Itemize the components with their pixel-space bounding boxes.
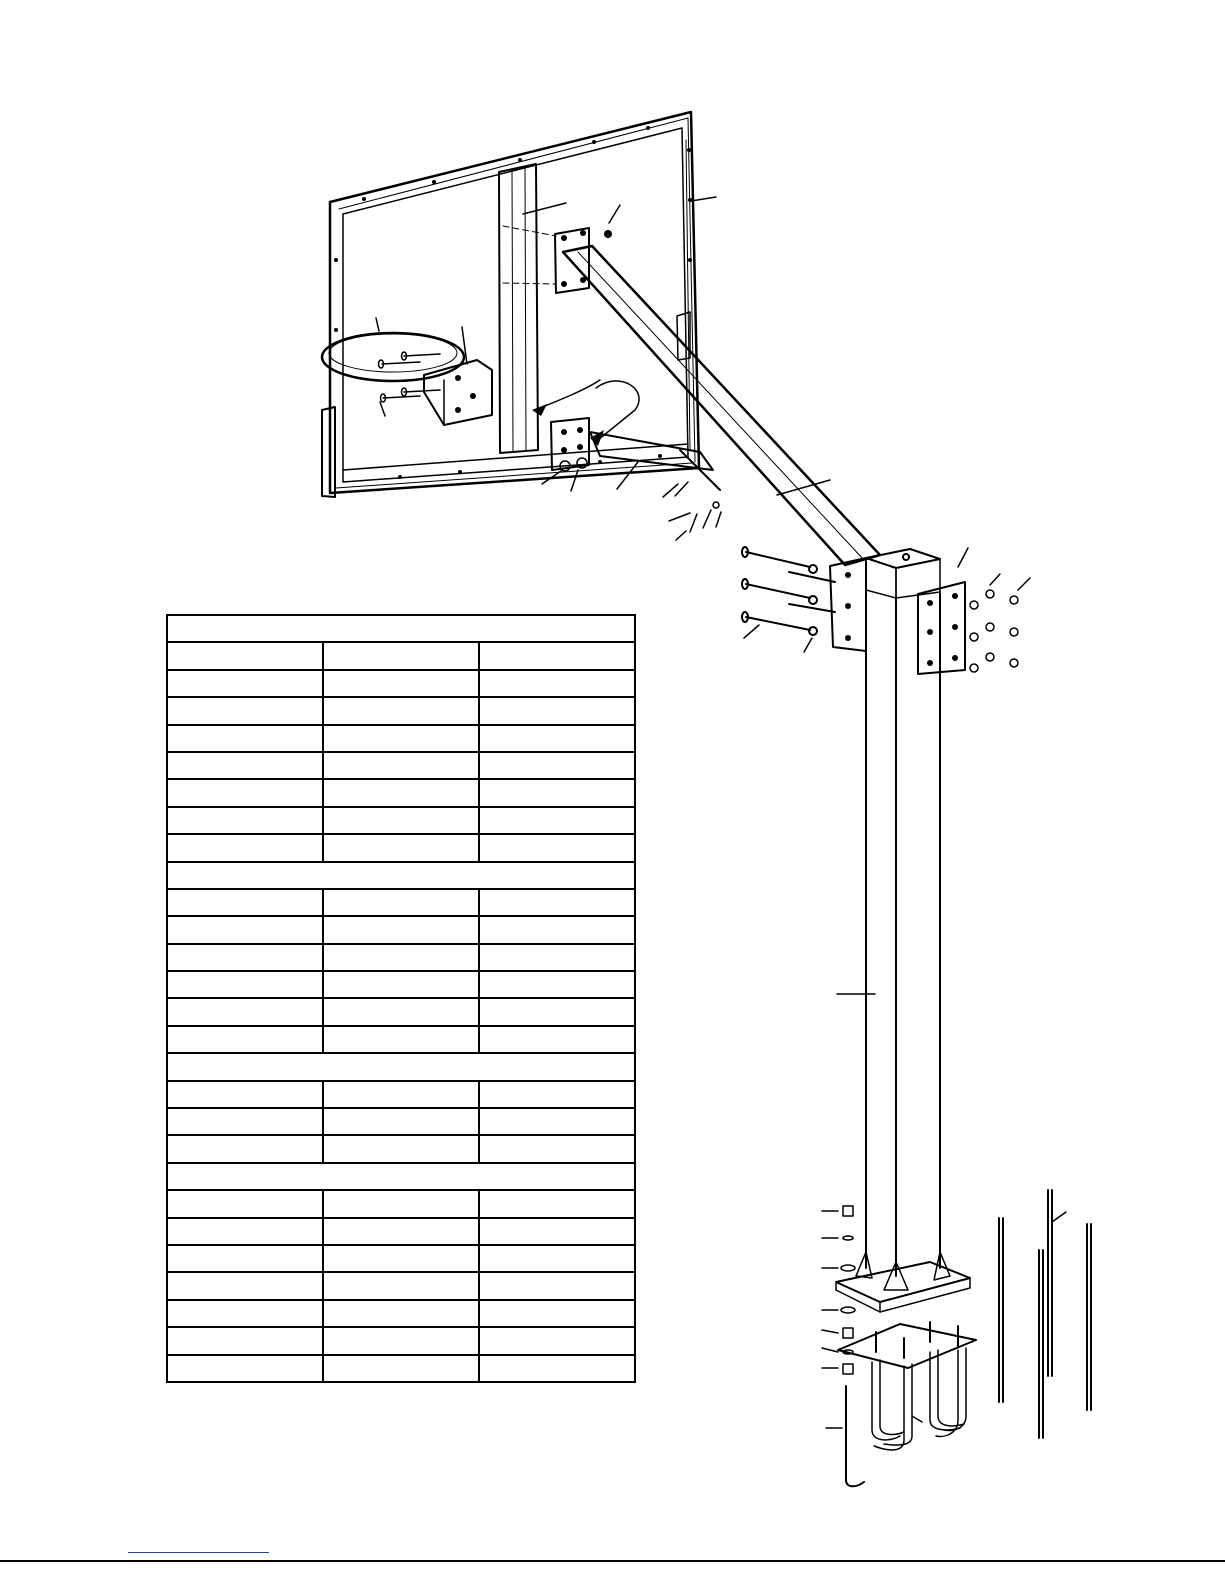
part-number-cell (167, 944, 323, 971)
table-row (167, 834, 635, 861)
section-header-cell (167, 1053, 635, 1080)
footer-link-underline (128, 1552, 269, 1553)
description-cell (479, 807, 635, 834)
part-number-cell (167, 1081, 323, 1108)
part-number-cell (167, 971, 323, 998)
quantity-cell (323, 1300, 479, 1327)
part-number-cell (167, 1272, 323, 1299)
table-row (167, 1218, 635, 1245)
table-row (167, 916, 635, 943)
part-number-cell (167, 725, 323, 752)
part-number-cell (167, 670, 323, 697)
quantity-cell (323, 752, 479, 779)
quantity-cell (323, 1135, 479, 1162)
footer-rule (0, 1560, 1225, 1562)
quantity-cell (323, 642, 479, 669)
description-cell (479, 670, 635, 697)
description-cell (479, 1327, 635, 1354)
table-row (167, 670, 635, 697)
extension-arm (563, 246, 880, 565)
quantity-cell (323, 1108, 479, 1135)
exploded-hardware (822, 1206, 864, 1486)
backboard-frame (322, 112, 699, 497)
description-cell (479, 916, 635, 943)
description-cell (479, 998, 635, 1025)
description-cell (479, 1026, 635, 1053)
description-cell (479, 1081, 635, 1108)
quantity-cell (323, 1327, 479, 1354)
table-row (167, 944, 635, 971)
table-section-header (167, 1163, 635, 1190)
part-number-cell (167, 1327, 323, 1354)
quantity-cell (323, 1355, 479, 1382)
part-number-cell (167, 1355, 323, 1382)
part-number-cell (167, 834, 323, 861)
quantity-cell (323, 1026, 479, 1053)
quantity-cell (323, 1081, 479, 1108)
table-row (167, 725, 635, 752)
section-header-cell (167, 615, 635, 642)
part-number-cell (167, 916, 323, 943)
table-row (167, 1108, 635, 1135)
table-row (167, 1272, 635, 1299)
quantity-cell (323, 697, 479, 724)
part-number-cell (167, 807, 323, 834)
description-cell (479, 1245, 635, 1272)
description-cell (479, 725, 635, 752)
table-row (167, 1245, 635, 1272)
long-carriage-bolts (742, 547, 835, 635)
table-row (167, 752, 635, 779)
table-section-header (167, 1053, 635, 1080)
part-number-cell (167, 752, 323, 779)
quantity-cell (323, 1272, 479, 1299)
pole-top-mount (742, 547, 1030, 674)
part-number-cell (167, 1300, 323, 1327)
description-cell (479, 1108, 635, 1135)
quantity-cell (323, 1245, 479, 1272)
quantity-cell (323, 916, 479, 943)
description-cell (479, 1190, 635, 1217)
description-cell (479, 1355, 635, 1382)
part-number-cell (167, 1026, 323, 1053)
quantity-cell (323, 1190, 479, 1217)
quantity-cell (323, 889, 479, 916)
table-row (167, 697, 635, 724)
quantity-cell (323, 1218, 479, 1245)
part-number-cell (167, 889, 323, 916)
support-rods (999, 1190, 1091, 1438)
parts-list-table (166, 614, 636, 1383)
quantity-cell (323, 971, 479, 998)
description-cell (479, 1272, 635, 1299)
part-number-cell (167, 1218, 323, 1245)
quantity-cell (323, 834, 479, 861)
quantity-cell (323, 779, 479, 806)
part-number-cell (167, 779, 323, 806)
description-cell (479, 697, 635, 724)
description-cell (479, 752, 635, 779)
section-header-cell (167, 1163, 635, 1190)
quantity-cell (323, 670, 479, 697)
part-number-cell (167, 1190, 323, 1217)
part-number-cell (167, 1135, 323, 1162)
table-section-header (167, 862, 635, 889)
part-number-cell (167, 697, 323, 724)
part-number-cell (167, 1245, 323, 1272)
table-section-header (167, 615, 635, 642)
description-cell (479, 944, 635, 971)
part-number-cell (167, 1108, 323, 1135)
table-row (167, 779, 635, 806)
table-row (167, 642, 635, 669)
description-cell (479, 1135, 635, 1162)
table-row (167, 1135, 635, 1162)
part-number-cell (167, 998, 323, 1025)
quantity-cell (323, 807, 479, 834)
table-row (167, 1190, 635, 1217)
quantity-cell (323, 998, 479, 1025)
description-cell (479, 889, 635, 916)
table-row (167, 1026, 635, 1053)
description-cell (479, 834, 635, 861)
base-plate-assembly (822, 1206, 976, 1486)
description-cell (479, 642, 635, 669)
table-row (167, 1081, 635, 1108)
table-row (167, 807, 635, 834)
section-header-cell (167, 862, 635, 889)
quantity-cell (323, 944, 479, 971)
description-cell (479, 971, 635, 998)
part-number-cell (167, 642, 323, 669)
table-row (167, 889, 635, 916)
description-cell (479, 779, 635, 806)
plate-nuts-washers (744, 548, 1030, 672)
rim-assembly (322, 318, 492, 425)
table-row (167, 1300, 635, 1327)
description-cell (479, 1218, 635, 1245)
table-row (167, 1327, 635, 1354)
quantity-cell (323, 725, 479, 752)
lower-brace (532, 380, 721, 540)
table-row (167, 998, 635, 1025)
main-pole (837, 590, 940, 1276)
table-row (167, 1355, 635, 1382)
description-cell (479, 1300, 635, 1327)
table-row (167, 971, 635, 998)
